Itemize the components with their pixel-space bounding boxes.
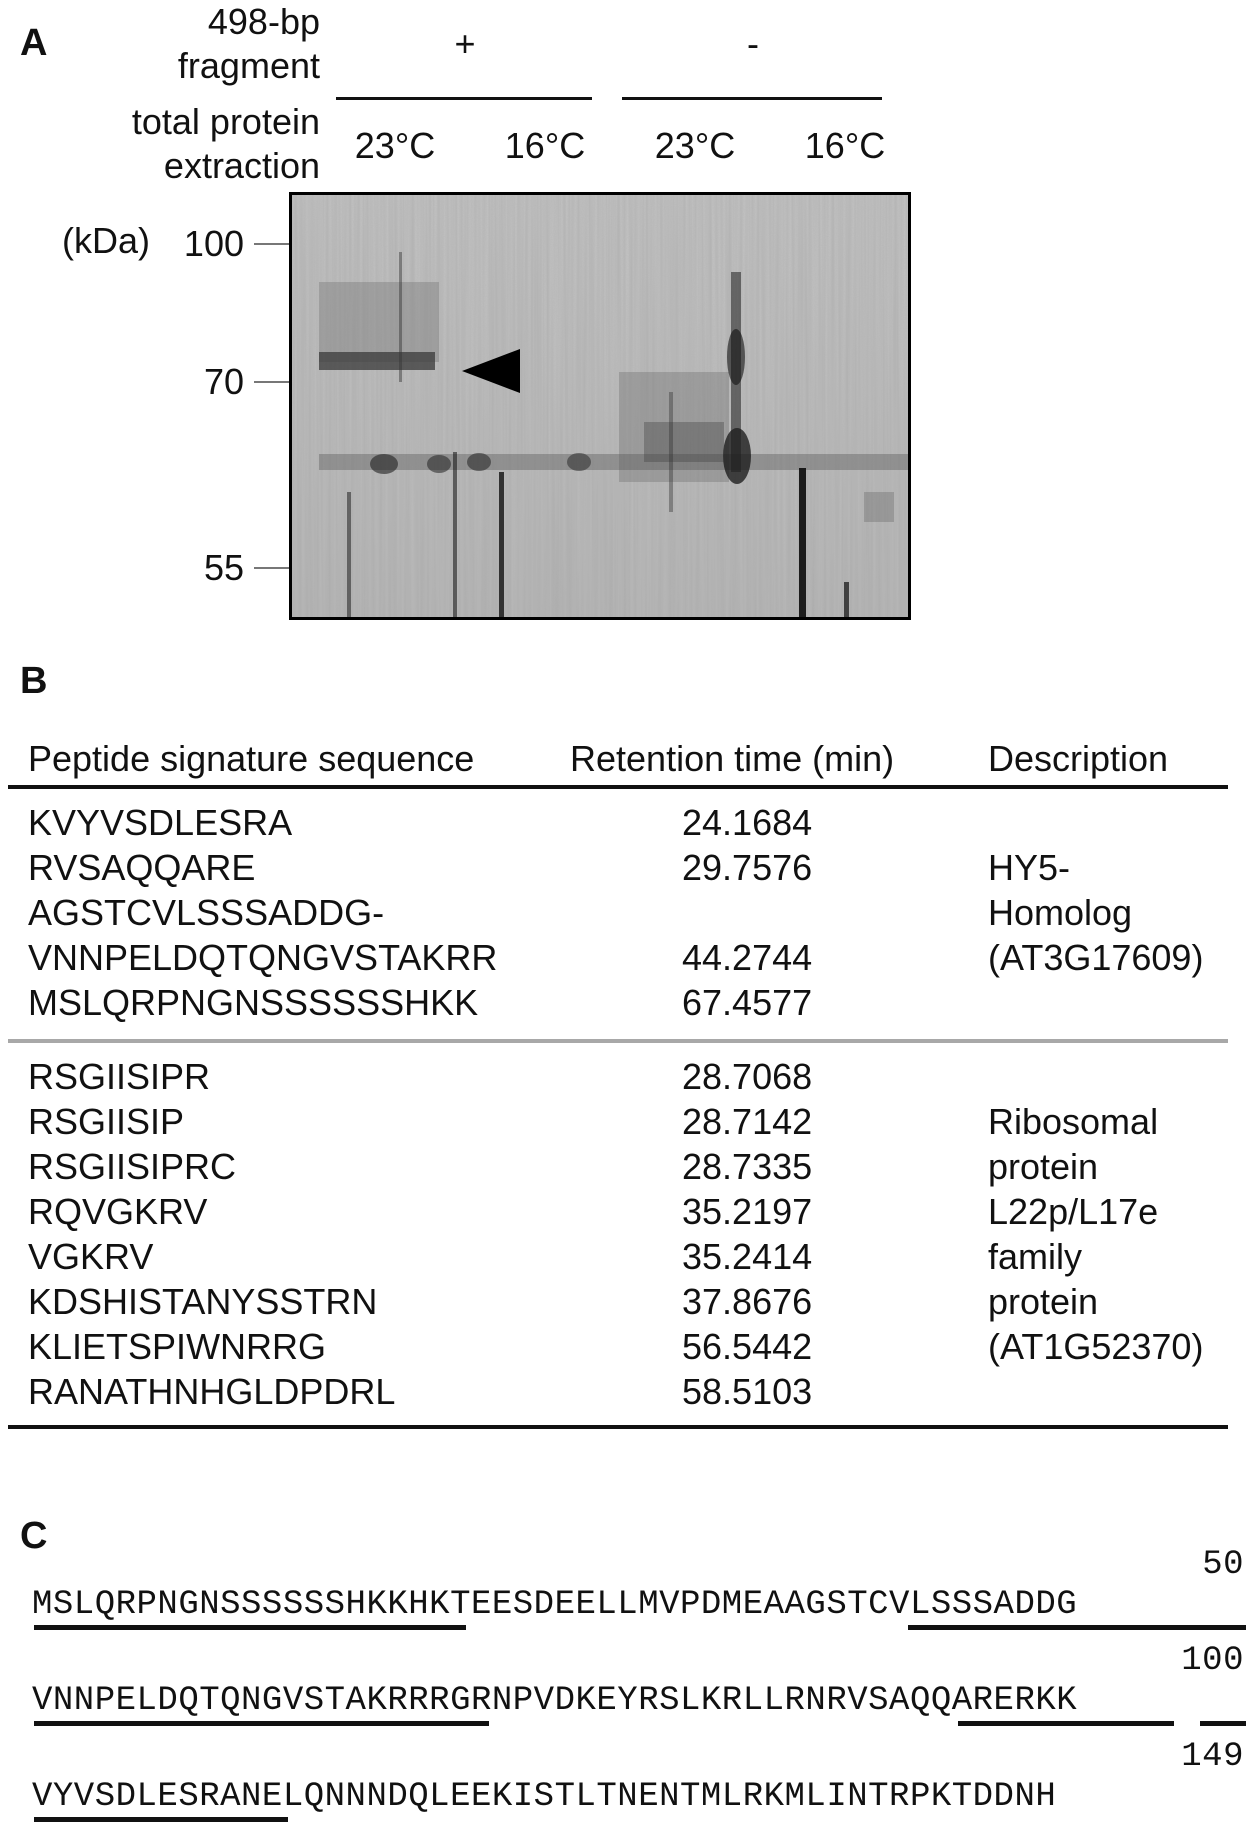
marker-100-tick: [254, 243, 290, 245]
table-row-peptide: VNNPELDQTQNGVSTAKRR: [28, 937, 498, 978]
table-row-peptide: RVSAQQARE: [28, 847, 256, 888]
description-line: protein: [988, 1146, 1099, 1187]
table-row-time: 37.8676: [682, 1281, 813, 1322]
western-blot-gel-image: [289, 192, 911, 620]
description-line: (AT1G52370): [988, 1326, 1204, 1367]
table-row-time: 28.7142: [682, 1101, 813, 1142]
description-line: protein: [988, 1281, 1099, 1322]
peptide-underline: [34, 1721, 489, 1726]
table-header-rule: [8, 785, 1228, 789]
row2-label-line2: extraction: [163, 145, 320, 186]
lane1-temp: 23°C: [354, 125, 436, 166]
panel-a-letter: A: [20, 22, 48, 64]
row1-label: [80, 0, 320, 88]
table-row-peptide: AGSTCVLSSSADDG-: [28, 892, 385, 933]
panel-b-letter: B: [20, 660, 48, 702]
table-row-time: 24.1684: [682, 802, 813, 843]
description-line: (AT3G17609): [988, 937, 1204, 978]
sequence-position-number: 149: [1181, 1738, 1244, 1776]
table-row-peptide: VGKRV: [28, 1236, 154, 1277]
lane4-temp: 16°C: [804, 125, 886, 166]
table-row-peptide: MSLQRPNGNSSSSSSHKK: [28, 982, 479, 1023]
sequence-position-number: 100: [1181, 1642, 1244, 1680]
group-minus-bar: [622, 97, 882, 100]
table-row-time: 35.2414: [682, 1236, 813, 1277]
marker-70-tick: [254, 381, 290, 383]
table-row-peptide: RSGIISIP: [28, 1101, 185, 1142]
table-row-peptide: RSGIISIPR: [28, 1056, 211, 1097]
group-plus-bar: [336, 97, 592, 100]
marker-70-label: 70: [203, 361, 244, 402]
sequence-line: VYVSDLESRANELQNNNDQLEEKISTLTNENTMLRKMLINTRPKTDDNH: [32, 1778, 1057, 1816]
peptide-underline: [908, 1625, 1246, 1630]
sequence-line: VNNPELDQTQNGVSTAKRRRGRNPVDKEYRSLKRLLRNRVSAQQARERKK: [32, 1682, 1078, 1720]
sequence-position-number: 50: [1202, 1546, 1244, 1584]
table-row-time: 35.2197: [682, 1191, 813, 1232]
table-row-time: 28.7068: [682, 1056, 813, 1097]
table-row-time: 58.5103: [682, 1371, 813, 1412]
peptide-underline: [34, 1625, 466, 1630]
lane3-temp: 23°C: [654, 125, 736, 166]
peptide-underline: [1200, 1721, 1246, 1726]
table-row-time: 67.4577: [682, 982, 813, 1023]
table-bottom-rule: [8, 1425, 1228, 1429]
kda-unit-label: (kDa): [62, 220, 150, 261]
col-header-description: Description: [988, 738, 1169, 779]
marker-55-label: 55: [203, 547, 244, 588]
marker-100-label: 100: [183, 223, 244, 264]
row2-label: [60, 100, 320, 188]
peptide-underline: [958, 1721, 1174, 1726]
group-minus-label: -: [747, 23, 759, 64]
table-row-peptide: KVYVSDLESRA: [28, 802, 293, 843]
table-row-peptide: RSGIISIPRC: [28, 1146, 237, 1187]
sequence-line: MSLQRPNGNSSSSSSHKKHKTEESDEELLMVPDMEAAGSTCVLSSSADDG: [32, 1586, 1078, 1624]
row2-label-line1: total protein: [131, 101, 320, 142]
table-row-peptide: RQVGKRV: [28, 1191, 208, 1232]
col-header-retention: Retention time (min): [570, 738, 895, 779]
table-row-peptide: KLIETSPIWNRRG: [28, 1326, 327, 1367]
description-line: HY5-: [988, 847, 1071, 888]
table-row-time: 56.5442: [682, 1326, 813, 1367]
peptide-underline: [34, 1817, 288, 1822]
row1-label-line2: fragment: [177, 45, 320, 86]
table-row-time: 28.7335: [682, 1146, 813, 1187]
table-row-peptide: RANATHNHGLDPDRL: [28, 1371, 396, 1412]
arrowhead-left-icon: [460, 347, 522, 395]
col-header-peptide: Peptide signature sequence: [28, 738, 475, 779]
description-line: Ribosomal: [988, 1101, 1159, 1142]
table-row-peptide: KDSHISTANYSSTRN: [28, 1281, 378, 1322]
table-row-time: 29.7576: [682, 847, 813, 888]
description-line: L22p/L17e: [988, 1191, 1159, 1232]
marker-55-tick: [254, 567, 290, 569]
row1-label-line1: 498-bp: [207, 1, 320, 42]
group-plus-label: +: [454, 23, 476, 64]
panel-c-letter: C: [20, 1515, 48, 1557]
description-line: family: [988, 1236, 1083, 1277]
description-line: Homolog: [988, 892, 1133, 933]
lane2-temp: 16°C: [504, 125, 586, 166]
table-row-time: 44.2744: [682, 937, 813, 978]
table-group-divider: [8, 1039, 1228, 1043]
